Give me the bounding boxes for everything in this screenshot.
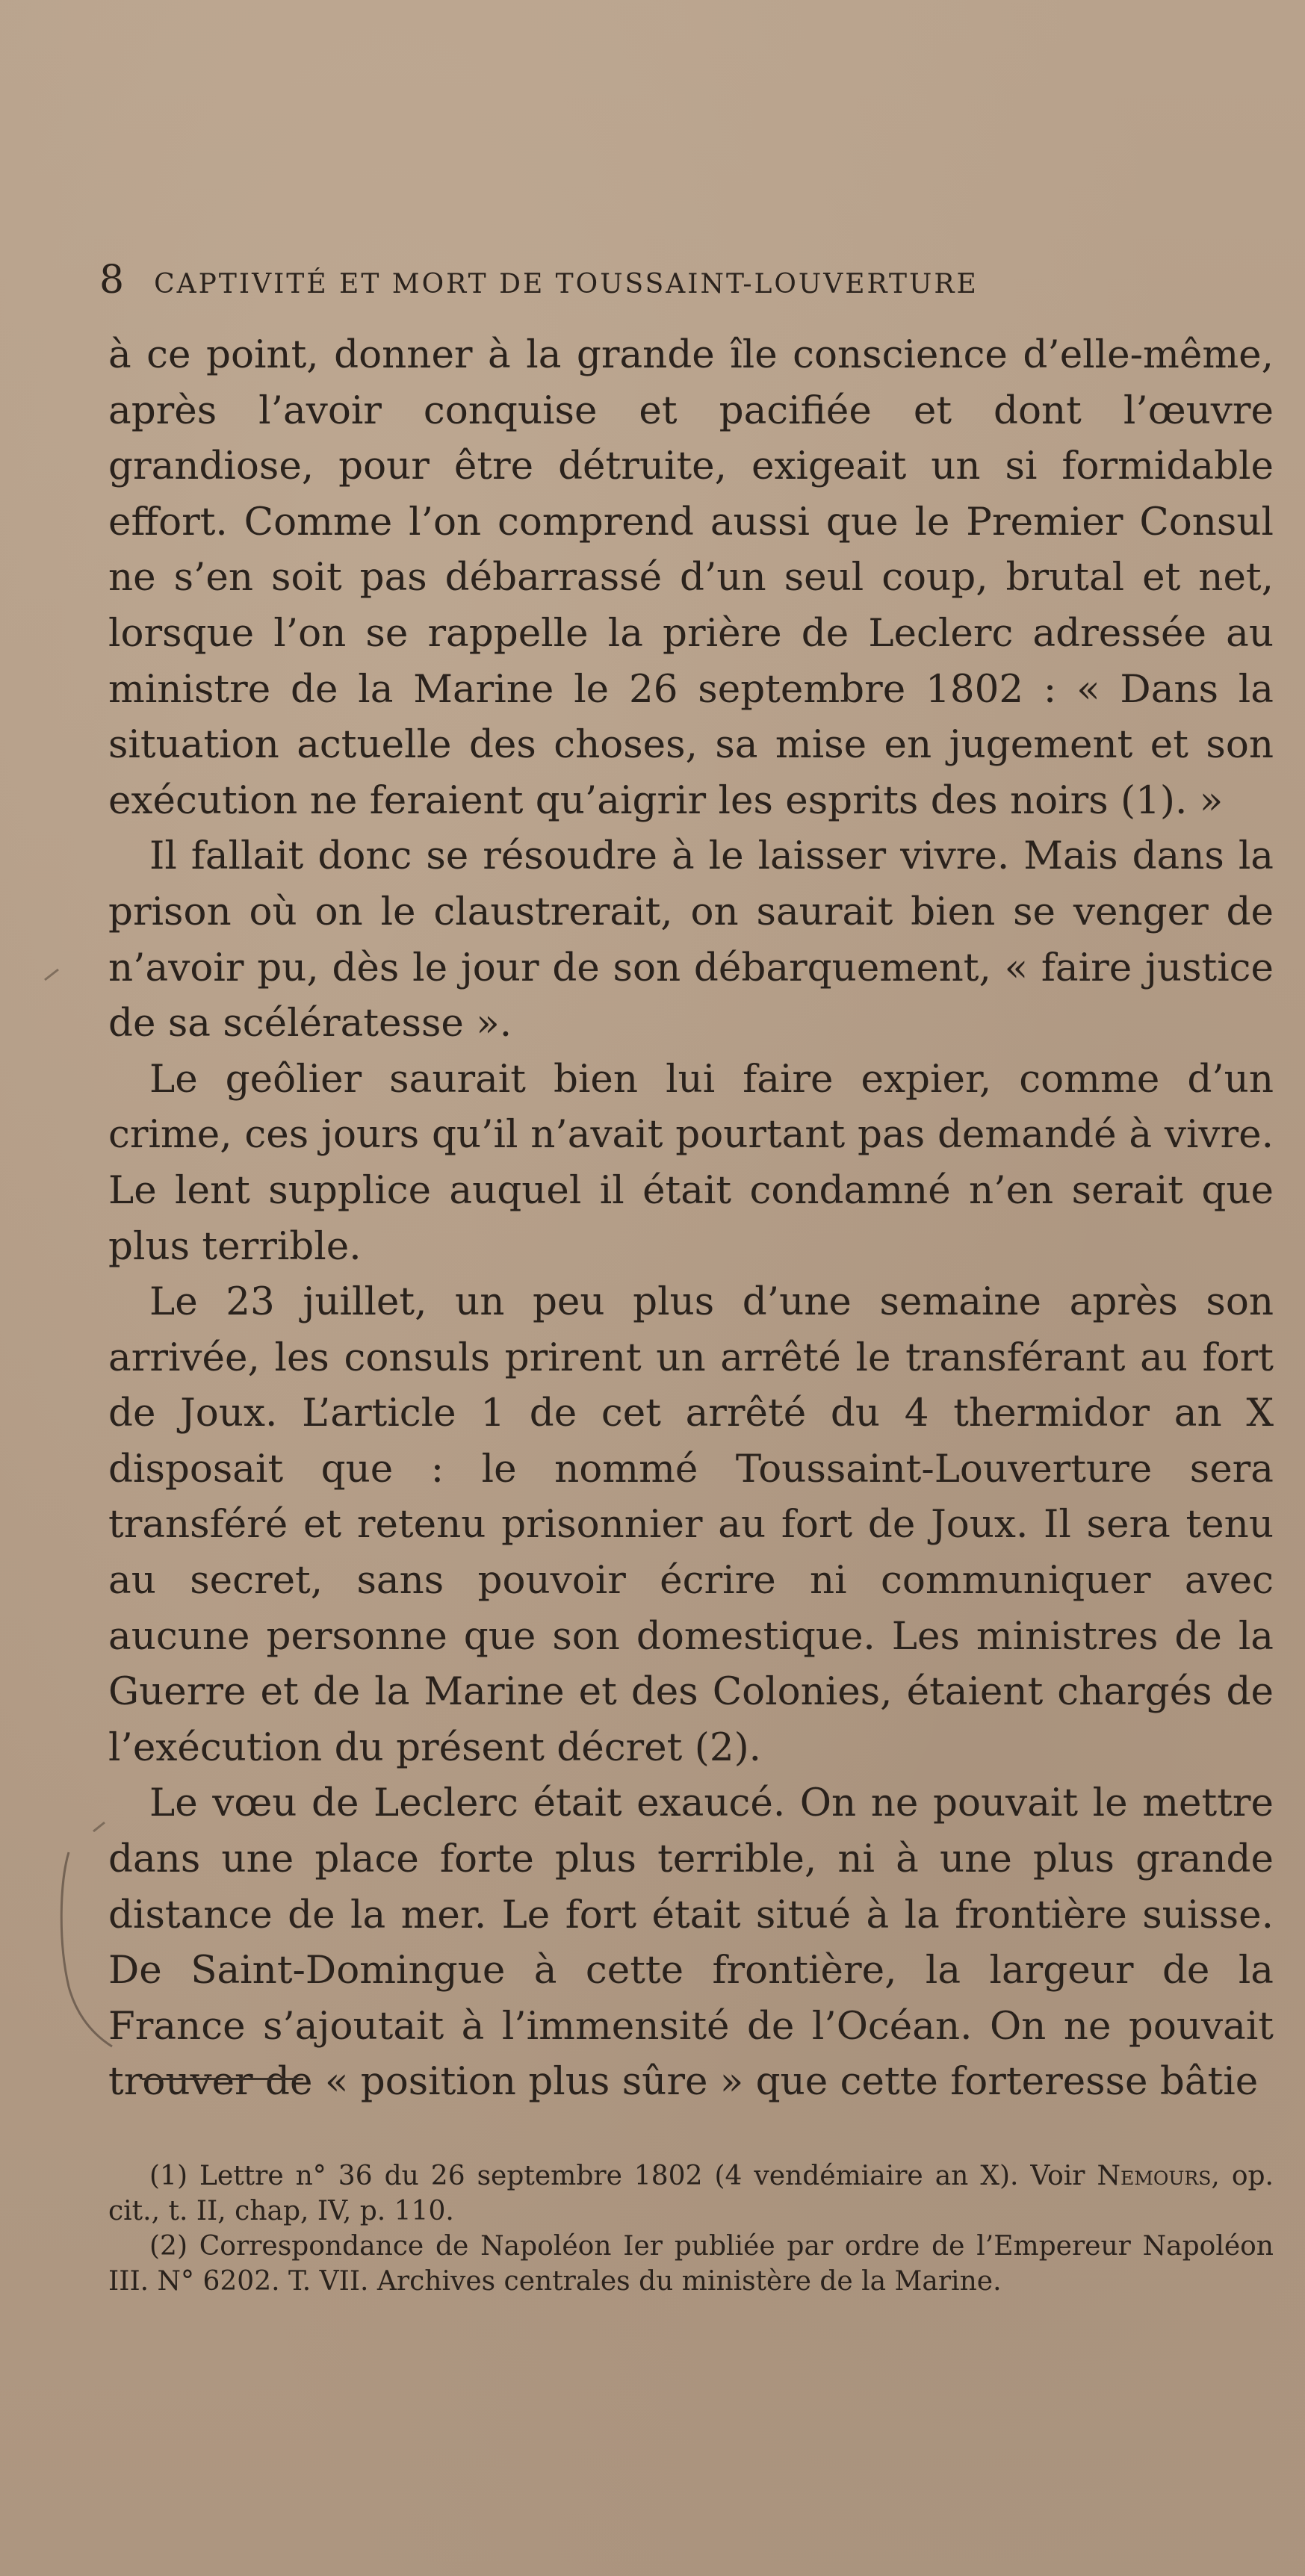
footnote-1-prefix: (1) Lettre n° 36 du 26 septembre 1802 (4 vendémiaire an X). Voir [149, 2161, 1085, 2191]
margin-tick-mark [45, 969, 58, 980]
footnote-separator [142, 2078, 303, 2080]
paragraph-3: Le geôlier saurait bien lui faire expier, comme d’un crime, ces jours qu’il n’avait pourtant pas demandé à vivre. Le lent supplice auquel il était condamné n’en serait que plus terrible. [108, 1056, 1274, 1269]
footnotes [108, 2158, 1274, 2299]
footnote-2: (2) Correspondance de Napoléon Ier publiée par ordre de l’Empereur Napoléon III. N° 6202. T. VII. Archives centrales du ministère de la Marine. [108, 2231, 1274, 2297]
page-number: 8 [99, 258, 125, 302]
footnote-1-author: Nemours [1097, 2161, 1212, 2191]
paragraph-4: Le 23 juillet, un peu plus d’une semaine après son arrivée, les consuls prirent un arrêté le transférant au fort de Joux. L’article 1 de cet arrêté du 4 thermidor an X disposait que : le nommé Toussaint-Louverture sera transféré et retenu prisonnier au fort de Joux. Il sera tenu au secret, sans pouvoir écrire ni communiquer avec aucune personne que son domestique. Les ministres de la Guerre et de la Marine et des Colonies, étaient chargés de l’exécution du présent décret (2). [108, 1279, 1274, 1770]
margin-bracket-mark [61, 1852, 112, 2046]
paragraph-2: Il fallait donc se résoudre à le laisser vivre. Mais dans la prison où on le claustrerait, on saurait bien se venger de n’avoir pu, dès le jour de son débarquement, « faire justice de sa scélératesse ». [108, 834, 1274, 1046]
margin-tick-mark-2 [93, 1822, 105, 1831]
main-text [108, 327, 1274, 2110]
footnote-1-suffix: , op. cit., t. II, chap, IV, p. 110. [108, 2161, 1274, 2226]
paragraph-5: Le vœu de Leclerc était exaucé. On ne pouvait le mettre dans une place forte plus terrible, ni à une plus grande distance de la mer. Le fort était situé à la frontière suisse. De Saint-Domingue à cette frontière, la largeur de la France s’ajoutait à l’immensité de l’Océan. On ne pouvait trouver de « position plus sûre » que cette forteresse bâtie [108, 1781, 1274, 2105]
footnote-1 [108, 2158, 1274, 2229]
page-header [99, 258, 1220, 302]
running-title: CAPTIVITÉ ET MORT DE TOUSSAINT-LOUVERTURE [154, 269, 979, 300]
paragraph-1: à ce point, donner à la grande île conscience d’elle-même, après l’avoir conquise et pacifiée et dont l’œuvre grandiose, pour être détruite, exigeait un si formidable effort. Comme l’on comprend aussi que le Premier Consul ne s’en soit pas débarrassé d’un seul coup, brutal et net, lorsque l’on se rappelle la prière de Leclerc adressée au ministre de la Marine le 26 septembre 1802 : « Dans la situation actuelle des choses, sa mise en jugement et son exécution ne feraient qu’aigrir les esprits des noirs (1). » [108, 332, 1274, 823]
